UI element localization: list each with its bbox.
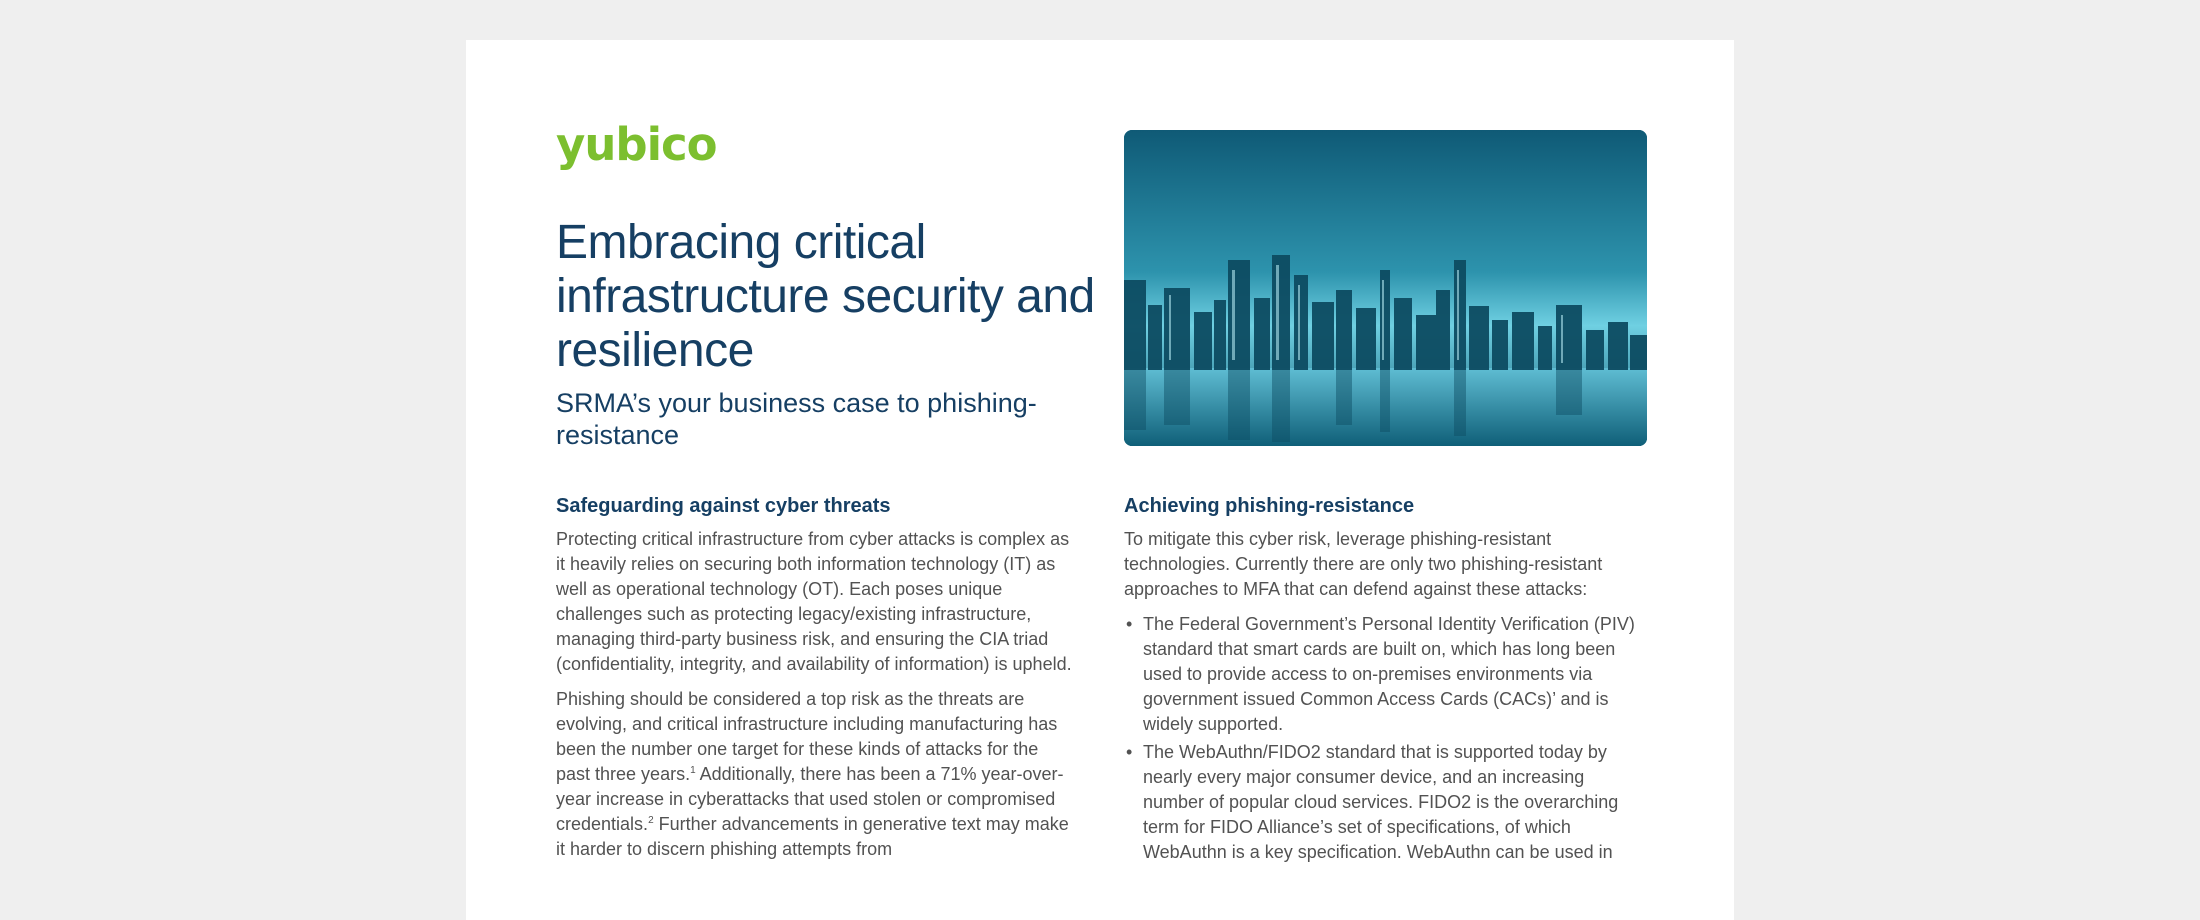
list-item-text: The WebAuthn/FIDO2 standard that is supported today by nearly every major consumer device, and an increasing number of popular cloud services. FIDO2 is the overarching term for FIDO Alliance’s set of specifications, of which WebAuthn is a key specification. WebAuthn can be used in [1143, 742, 1619, 862]
section-heading-phishing-resistance: Achieving phishing-resistance [1124, 495, 1415, 517]
footnote-1-marker: 1 [690, 765, 696, 776]
document-subtitle: SRMA’s your business case to phishing-resistance [556, 388, 1037, 450]
bullet-icon: • [1126, 614, 1133, 634]
paragraph-2-text-b: Additionally, there has been a 71% year-over-year increase in cyberattacks that used stolen or compromised credentials. [556, 764, 1064, 834]
right-column [1124, 493, 1644, 868]
city-skyline-icon [1124, 130, 1647, 446]
list-item [1124, 740, 1644, 865]
section-heading-cyber-threats: Safeguarding against cyber threats [556, 495, 891, 517]
city-skyline-image [1124, 130, 1647, 446]
document-page [466, 40, 1734, 920]
paragraph-2-text-c: Further advancements in generative text may make it harder to discern phishing attempts from [556, 814, 1069, 859]
bullet-icon: • [1126, 742, 1133, 762]
intro-paragraph: To mitigate this cyber risk, leverage phishing-resistant technologies. Currently there are only two phishing-resistant approaches to MFA that can defend against these attacks: [1124, 529, 1603, 599]
list-item [1124, 612, 1644, 737]
yubico-logo: yubico [556, 118, 717, 171]
document-title: Embracing critical infrastructure security and resilience [556, 216, 1095, 377]
body-paragraph-2 [556, 687, 1076, 862]
body-paragraph-1: Protecting critical infrastructure from cyber attacks is complex as it heavily relies on securing both information technology (IT) as well as operational technology (OT). Each poses unique challenges such as protecting legacy/existing infrastructure, managing third-party business risk, and ensuring the CIA triad (confidentiality, integrity, and availability of information) is upheld. [556, 529, 1072, 674]
approaches-list [1124, 612, 1644, 865]
footnote-2-marker: 2 [648, 815, 654, 826]
paragraph-2-text-a: Phishing should be considered a top risk as the threats are evolving, and critical infrastructure including manufacturing has been the number one target for these kinds of attacks for the past three years. [556, 689, 1058, 784]
list-item-text: The Federal Government’s Personal Identity Verification (PIV) standard that smart cards are built on, which has long been used to provide access to on-premises environments via government issued Common Access Cards (CACs)’ and is widely supported. [1143, 614, 1635, 734]
left-column [556, 493, 1076, 872]
